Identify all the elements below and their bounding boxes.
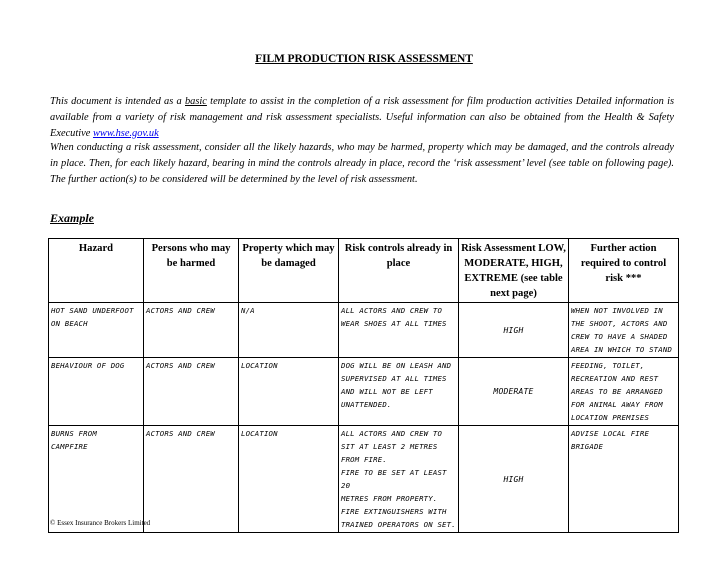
- cell-line: WEAR SHOES AT ALL TIMES: [341, 319, 447, 328]
- instructions-paragraph: When conducting a risk assessment, consider all the likely hazards, who may be harmed, property which may be damaged, and the controls already in place. Then, for each likely hazard, bearing in mind the controls already in place, record the ‘risk assessment’ level (see table on following page). The further action(s) to be considered will be determined by the level of risk assessment.: [50, 142, 674, 185]
- cell-line: AND WILL NOT BE LEFT: [341, 387, 433, 396]
- cell-line: THE SHOOT, ACTORS AND: [571, 319, 668, 328]
- cell-property: N/A: [239, 303, 339, 358]
- cell-action: [569, 303, 679, 358]
- table-row: [49, 426, 679, 533]
- cell-persons: ACTORS AND CREW: [144, 358, 239, 426]
- cell-hazard: [49, 426, 144, 533]
- cell-line: WHEN NOT INVOLVED IN: [571, 306, 663, 315]
- cell-action: [569, 358, 679, 426]
- cell-property: LOCATION: [239, 358, 339, 426]
- document-title: FILM PRODUCTION RISK ASSESSMENT: [255, 53, 473, 65]
- intro-paragraph: [50, 94, 674, 141]
- cell-line: FIRE EXTINGUISHERS WITH: [341, 507, 447, 516]
- cell-action: [569, 426, 679, 533]
- copyright-footer: © Essex Insurance Brokers Limited: [50, 519, 151, 527]
- header-assessment: Risk Assessment LOW, MODERATE, HIGH, EXTREME (see table next page): [459, 239, 569, 303]
- cell-line: UNATTENDED.: [341, 400, 392, 409]
- cell-line: ADVISE LOCAL FIRE: [571, 429, 650, 438]
- intro-basic: basic: [184, 96, 207, 107]
- cell-line: BRIGADE: [571, 442, 604, 451]
- cell-line: FROM FIRE.: [341, 455, 387, 464]
- cell-line: BEHAVIOUR OF DOG: [51, 361, 125, 370]
- table-row: [49, 358, 679, 426]
- cell-line: FIRE TO BE SET AT LEAST 20: [341, 468, 447, 490]
- cell-line: LOCATION PREMISES: [571, 413, 650, 422]
- cell-line: DOG WILL BE ON LEASH AND: [341, 361, 452, 370]
- cell-line: FEEDING, TOILET,: [571, 361, 645, 370]
- cell-assessment: HIGH: [459, 303, 569, 358]
- cell-line: FOR ANIMAL AWAY FROM: [571, 400, 663, 409]
- header-property: Property which may be damaged: [239, 239, 339, 303]
- table-row: [49, 303, 679, 358]
- hse-link[interactable]: www.hse.gov.uk: [92, 127, 159, 139]
- cell-line: AREAS TO BE ARRANGED: [571, 387, 663, 396]
- header-hazard: Hazard: [49, 239, 144, 303]
- cell-line: ALL ACTORS AND CREW TO: [341, 306, 443, 315]
- cell-line: HOT SAND UNDERFOOT: [51, 306, 134, 315]
- cell-assessment: HIGH: [459, 426, 569, 533]
- cell-controls: [339, 358, 459, 426]
- cell-line: RECREATION AND REST: [571, 374, 659, 383]
- cell-line: ALL ACTORS AND CREW TO: [341, 429, 443, 438]
- cell-line: ON BEACH: [51, 319, 88, 328]
- header-action: Further action required to control risk ***: [569, 239, 679, 303]
- risk-table: [48, 238, 679, 533]
- example-heading: Example: [50, 211, 94, 225]
- cell-hazard: [49, 358, 144, 426]
- cell-line: METRES FROM PROPERTY.: [341, 494, 438, 503]
- header-persons: Persons who may be harmed: [144, 239, 239, 303]
- cell-line: TRAINED OPERATORS ON SET.: [341, 520, 456, 529]
- cell-property: LOCATION: [239, 426, 339, 533]
- cell-line: AREA IN WHICH TO STAND: [571, 345, 673, 354]
- cell-controls: [339, 303, 459, 358]
- cell-line: CAMPFIRE: [51, 442, 88, 451]
- cell-line: CREW TO HAVE A SHADED: [571, 332, 668, 341]
- table-header-row: [49, 239, 679, 303]
- cell-hazard: [49, 303, 144, 358]
- cell-line: BURNS FROM: [51, 429, 97, 438]
- header-controls: Risk controls already in place: [339, 239, 459, 303]
- cell-assessment: MODERATE: [459, 358, 569, 426]
- intro-text-1: This document is intended as a: [50, 96, 185, 107]
- cell-controls: [339, 426, 459, 533]
- intro-text-2: template to assist in the completion of a risk assessment for film production activities Detailed information is available from a variety of risk management and risk assessment specialists. Useful information can also be obtained from the Health & Safety Executive: [50, 96, 675, 139]
- cell-line: SIT AT LEAST 2 METRES: [341, 442, 438, 451]
- cell-line: SUPERVISED AT ALL TIMES: [341, 374, 447, 383]
- cell-persons: ACTORS AND CREW: [144, 426, 239, 533]
- cell-persons: ACTORS AND CREW: [144, 303, 239, 358]
